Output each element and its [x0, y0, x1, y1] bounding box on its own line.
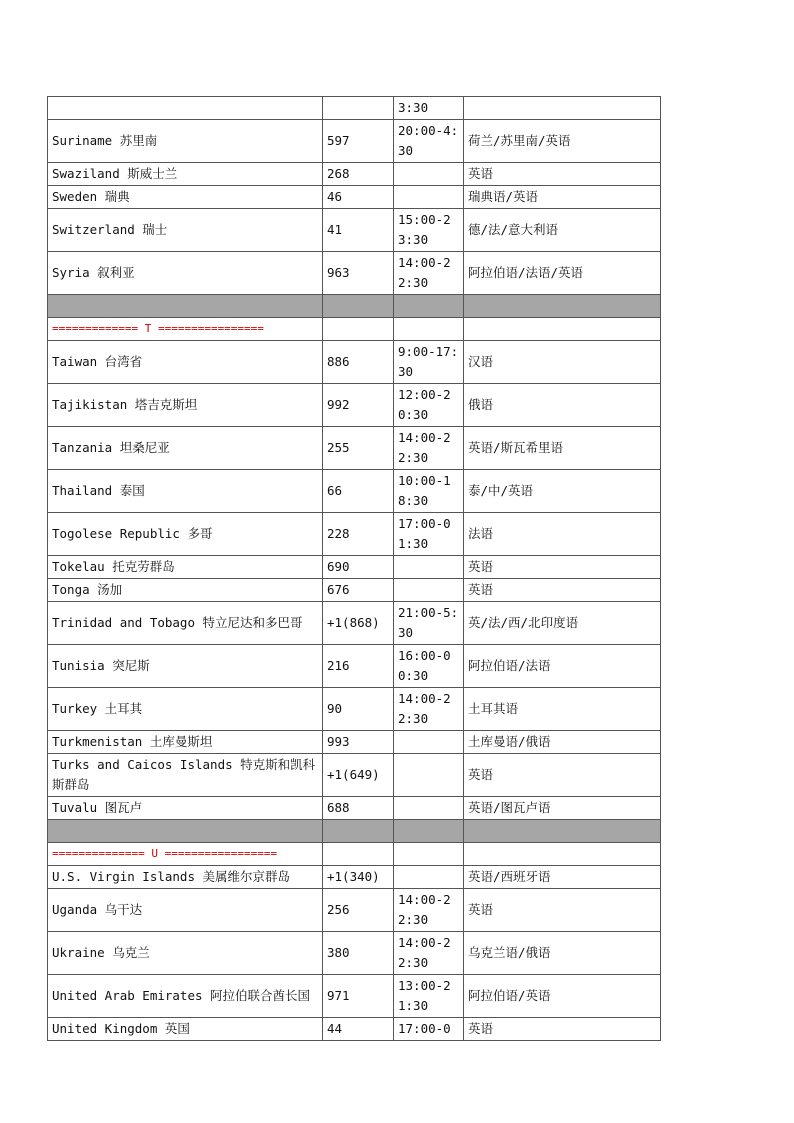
business-hours-cell — [394, 754, 464, 797]
country-name-cell: Uganda 乌干达 — [48, 889, 323, 932]
country-name-cell: Turkey 土耳其 — [48, 688, 323, 731]
language-cell: 英语 — [464, 579, 661, 602]
language-cell: 法语 — [464, 513, 661, 556]
country-name-cell: United Kingdom 英国 — [48, 1018, 323, 1041]
dial-code-cell: 44 — [323, 1018, 394, 1041]
country-name-cell: Sweden 瑞典 — [48, 186, 323, 209]
dial-code-cell: 971 — [323, 975, 394, 1018]
business-hours-cell: 21:00-5:30 — [394, 602, 464, 645]
language-cell: 德/法/意大利语 — [464, 209, 661, 252]
country-name-cell: Tajikistan 塔吉克斯坦 — [48, 384, 323, 427]
section-separator-row — [48, 820, 661, 843]
empty-cell — [394, 318, 464, 341]
business-hours-cell: 14:00-22:30 — [394, 889, 464, 932]
country-name-cell: Swaziland 斯威士兰 — [48, 163, 323, 186]
business-hours-cell: 17:00-01:30 — [394, 513, 464, 556]
business-hours-cell — [394, 731, 464, 754]
business-hours-cell: 16:00-00:30 — [394, 645, 464, 688]
table-row — [48, 186, 661, 209]
empty-cell — [464, 843, 661, 866]
language-cell: 乌克兰语/俄语 — [464, 932, 661, 975]
separator-cell — [394, 295, 464, 318]
table-row — [48, 866, 661, 889]
dial-code-cell: 216 — [323, 645, 394, 688]
dial-code-cell: 66 — [323, 470, 394, 513]
country-name-cell: U.S. Virgin Islands 美属维尔京群岛 — [48, 866, 323, 889]
separator-cell — [323, 820, 394, 843]
letter-header-label: ============= T ================ — [48, 318, 323, 341]
dial-code-cell: 268 — [323, 163, 394, 186]
dial-code-cell — [323, 97, 394, 120]
country-name-cell: Togolese Republic 多哥 — [48, 513, 323, 556]
table-row — [48, 470, 661, 513]
dial-code-cell: 90 — [323, 688, 394, 731]
dial-code-cell: 992 — [323, 384, 394, 427]
business-hours-cell — [394, 579, 464, 602]
business-hours-cell — [394, 163, 464, 186]
separator-cell — [464, 820, 661, 843]
dial-code-cell: 886 — [323, 341, 394, 384]
country-name-cell: Taiwan 台湾省 — [48, 341, 323, 384]
dial-code-cell: 597 — [323, 120, 394, 163]
country-name-cell: Ukraine 乌克兰 — [48, 932, 323, 975]
separator-cell — [394, 820, 464, 843]
table-row — [48, 384, 661, 427]
country-name-cell: Suriname 苏里南 — [48, 120, 323, 163]
country-name-cell: Tonga 汤加 — [48, 579, 323, 602]
separator-cell — [48, 295, 323, 318]
dial-code-cell: 41 — [323, 209, 394, 252]
table-row — [48, 932, 661, 975]
dial-code-cell: 380 — [323, 932, 394, 975]
table-row — [48, 645, 661, 688]
table-row — [48, 602, 661, 645]
dial-code-cell: 676 — [323, 579, 394, 602]
empty-cell — [394, 843, 464, 866]
separator-cell — [323, 295, 394, 318]
table-row — [48, 688, 661, 731]
language-cell: 荷兰/苏里南/英语 — [464, 120, 661, 163]
table-row — [48, 731, 661, 754]
dial-code-cell: 255 — [323, 427, 394, 470]
table-row — [48, 427, 661, 470]
dial-code-cell: 690 — [323, 556, 394, 579]
country-name-cell: Tuvalu 图瓦卢 — [48, 797, 323, 820]
table-row — [48, 97, 661, 120]
dial-code-cell: 46 — [323, 186, 394, 209]
dial-code-cell: +1(340) — [323, 866, 394, 889]
empty-cell — [323, 318, 394, 341]
business-hours-cell — [394, 866, 464, 889]
dial-code-cell: 963 — [323, 252, 394, 295]
table-row — [48, 209, 661, 252]
language-cell: 俄语 — [464, 384, 661, 427]
language-cell: 英语 — [464, 556, 661, 579]
country-name-cell: Switzerland 瑞士 — [48, 209, 323, 252]
table-row — [48, 163, 661, 186]
language-cell: 英语 — [464, 163, 661, 186]
table-row — [48, 797, 661, 820]
country-code-table — [47, 96, 661, 1041]
business-hours-cell: 9:00-17:30 — [394, 341, 464, 384]
country-name-cell: Turks and Caicos Islands 特克斯和凯科斯群岛 — [48, 754, 323, 797]
language-cell: 汉语 — [464, 341, 661, 384]
separator-cell — [464, 295, 661, 318]
business-hours-cell: 14:00-22:30 — [394, 688, 464, 731]
dial-code-cell: 256 — [323, 889, 394, 932]
language-cell: 英/法/西/北印度语 — [464, 602, 661, 645]
language-cell — [464, 97, 661, 120]
business-hours-cell: 12:00-20:30 — [394, 384, 464, 427]
country-name-cell: Tanzania 坦桑尼亚 — [48, 427, 323, 470]
business-hours-cell — [394, 797, 464, 820]
language-cell: 土库曼语/俄语 — [464, 731, 661, 754]
language-cell: 土耳其语 — [464, 688, 661, 731]
letter-header-label: ============== U ================= — [48, 843, 323, 866]
letter-header-row — [48, 318, 661, 341]
language-cell: 英语/图瓦卢语 — [464, 797, 661, 820]
country-name-cell: Thailand 泰国 — [48, 470, 323, 513]
language-cell: 英语 — [464, 889, 661, 932]
business-hours-cell: 3:30 — [394, 97, 464, 120]
table-row — [48, 513, 661, 556]
language-cell: 英语/西班牙语 — [464, 866, 661, 889]
language-cell: 英语 — [464, 1018, 661, 1041]
country-name-cell: Syria 叙利亚 — [48, 252, 323, 295]
business-hours-cell: 15:00-23:30 — [394, 209, 464, 252]
business-hours-cell: 14:00-22:30 — [394, 932, 464, 975]
business-hours-cell: 10:00-18:30 — [394, 470, 464, 513]
table-row — [48, 975, 661, 1018]
country-name-cell — [48, 97, 323, 120]
table-row — [48, 1018, 661, 1041]
language-cell: 阿拉伯语/英语 — [464, 975, 661, 1018]
business-hours-cell: 17:00-0 — [394, 1018, 464, 1041]
language-cell: 英语/斯瓦希里语 — [464, 427, 661, 470]
table-row — [48, 889, 661, 932]
country-name-cell: Tokelau 托克劳群岛 — [48, 556, 323, 579]
country-name-cell: Turkmenistan 土库曼斯坦 — [48, 731, 323, 754]
country-name-cell: Tunisia 突尼斯 — [48, 645, 323, 688]
business-hours-cell — [394, 186, 464, 209]
business-hours-cell: 14:00-22:30 — [394, 427, 464, 470]
table-row — [48, 341, 661, 384]
section-separator-row — [48, 295, 661, 318]
empty-cell — [464, 318, 661, 341]
dial-code-cell: 993 — [323, 731, 394, 754]
table-row — [48, 579, 661, 602]
dial-code-cell: +1(649) — [323, 754, 394, 797]
empty-cell — [323, 843, 394, 866]
language-cell: 泰/中/英语 — [464, 470, 661, 513]
letter-header-row — [48, 843, 661, 866]
business-hours-cell: 20:00-4:30 — [394, 120, 464, 163]
dial-code-cell: +1(868) — [323, 602, 394, 645]
business-hours-cell: 14:00-22:30 — [394, 252, 464, 295]
table-row — [48, 120, 661, 163]
table-body — [48, 97, 661, 1041]
business-hours-cell: 13:00-21:30 — [394, 975, 464, 1018]
dial-code-cell: 688 — [323, 797, 394, 820]
table-row — [48, 556, 661, 579]
country-name-cell: United Arab Emirates 阿拉伯联合酋长国 — [48, 975, 323, 1018]
dial-code-cell: 228 — [323, 513, 394, 556]
separator-cell — [48, 820, 323, 843]
country-name-cell: Trinidad and Tobago 特立尼达和多巴哥 — [48, 602, 323, 645]
language-cell: 阿拉伯语/法语 — [464, 645, 661, 688]
table-row — [48, 252, 661, 295]
table-row — [48, 754, 661, 797]
business-hours-cell — [394, 556, 464, 579]
language-cell: 英语 — [464, 754, 661, 797]
language-cell: 阿拉伯语/法语/英语 — [464, 252, 661, 295]
language-cell: 瑞典语/英语 — [464, 186, 661, 209]
